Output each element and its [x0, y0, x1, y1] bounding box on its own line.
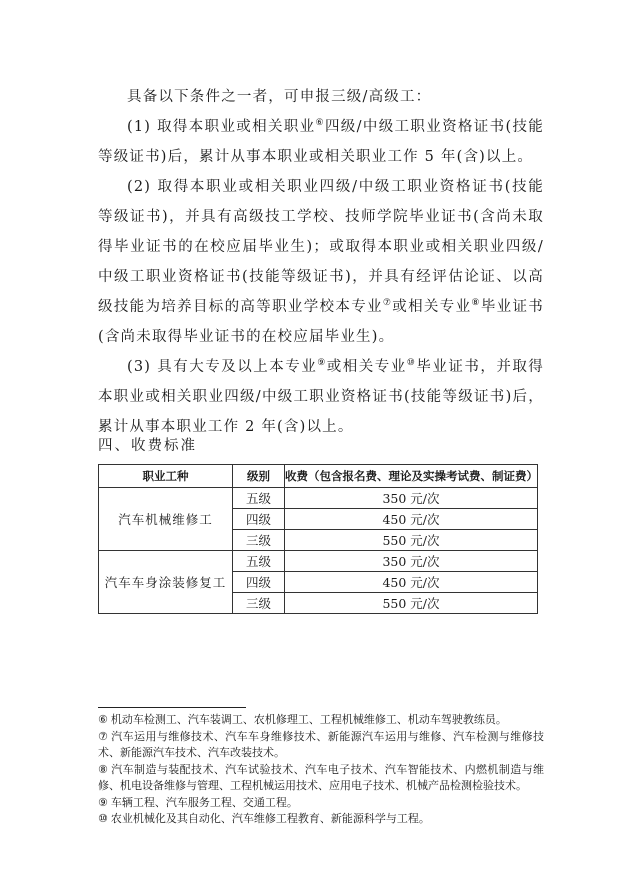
condition-text: 或相关专业: [392, 299, 472, 315]
fee-cell: 350 元/次: [285, 551, 538, 572]
level-cell: 三级: [233, 530, 285, 551]
footnote-text: 汽车运用与维修技术、汽车车身维修技术、新能源汽车运用与维修、汽车检测与维修技术、新能源汽车技术、汽车改装技术。: [98, 729, 544, 759]
footnote-8: [98, 762, 544, 795]
footnote-mark: ⑥: [98, 713, 108, 726]
table-row: [99, 488, 538, 509]
footnote-text: 车辆工程、汽车服务工程、交通工程。: [110, 795, 298, 809]
condition-text: 四级/中级工职业资格证书(技能等级证书)后，累计从事本职业或相关职业工作 5 年(含)以上。: [98, 119, 544, 165]
level-cell: 四级: [233, 509, 285, 530]
occupation-cell: 汽车车身涂装修复工: [99, 551, 233, 614]
footnote-ref-9[interactable]: ⑨: [317, 358, 327, 369]
condition-text: 或相关专业: [326, 359, 407, 375]
footnote-ref-8[interactable]: ⑧: [471, 298, 481, 309]
occupation-cell: 汽车机械维修工: [99, 488, 233, 551]
footnote-mark: ⑦: [98, 729, 109, 743]
section-title: 四、收费标准: [98, 438, 197, 454]
footnote-text: 农业机械化及其自动化、汽车维修工程教育、新能源科学与工程。: [110, 812, 430, 825]
condition-text: 毕业证书(含尚未取得毕业证书的在校应届毕业生)。: [98, 299, 544, 345]
footnote-mark: ⑧: [98, 762, 109, 776]
footnote-6: [98, 712, 544, 729]
footnote-ref-10[interactable]: ⑩: [406, 358, 417, 369]
fee-table: [98, 464, 538, 614]
level-cell: 五级: [233, 551, 285, 572]
condition-text: (2) 取得本职业或相关职业四级/中级工职业资格证书(技能等级证书)，并具有高级技工学校、技师学院毕业证书(含尚未取得毕业证书的在校应届毕业生)；或取得本职业或相关职业四级/中级工职业资格证书(技能等级证书)，并具有经评估论证、以高级技能为培养目标的高等职业学校本专业: [98, 179, 544, 315]
footnote-10: [98, 811, 544, 828]
footnote-mark: ⑨: [98, 795, 108, 809]
footnote-divider: [98, 707, 246, 708]
fee-cell: 550 元/次: [285, 593, 538, 614]
condition-3: [98, 352, 544, 442]
footnote-ref-6[interactable]: ⑥: [315, 118, 325, 129]
fee-cell: 550 元/次: [285, 530, 538, 551]
fee-cell: 450 元/次: [285, 572, 538, 593]
footnotes: [98, 712, 544, 828]
table-header-row: [99, 465, 538, 488]
fee-cell: 350 元/次: [285, 488, 538, 509]
footnote-mark: ⑩: [98, 812, 108, 825]
condition-text: (1) 取得本职业或相关职业: [127, 119, 316, 135]
header-level: 级别: [233, 465, 285, 488]
footnote-text: 汽车制造与装配技术、汽车试验技术、汽车电子技术、汽车智能技术、内燃机制造与维修、机电设备维修与管理、工程机械运用技术、应用电子技术、机械产品检测检验技术。: [98, 762, 544, 792]
header-fee: 收费（包含报名费、理论及实操考试费、制证费）: [285, 465, 538, 488]
intro-paragraph: 具备以下条件之一者，可申报三级/高级工：: [127, 89, 432, 105]
fee-cell: 450 元/次: [285, 509, 538, 530]
header-occupation: 职业工种: [99, 465, 233, 488]
footnote-9: [98, 795, 544, 812]
footnote-7: [98, 729, 544, 762]
level-cell: 四级: [233, 572, 285, 593]
condition-text: (3) 具有大专及以上本专业: [127, 359, 318, 375]
condition-1: [98, 112, 544, 172]
condition-text: 毕业证书，并取得本职业或相关职业四级/中级工职业资格证书(技能等级证书)后，累计从事本职业工作 2 年(含)以上。: [98, 359, 545, 435]
conditions-block: [98, 82, 544, 442]
footnote-text: 机动车检测工、汽车装调工、农机修理工、工程机械维修工、机动车驾驶教练员。: [110, 713, 507, 726]
footnote-ref-7[interactable]: ⑦: [382, 298, 393, 309]
level-cell: 五级: [233, 488, 285, 509]
table-row: [99, 551, 538, 572]
level-cell: 三级: [233, 593, 285, 614]
condition-2: [98, 172, 544, 352]
